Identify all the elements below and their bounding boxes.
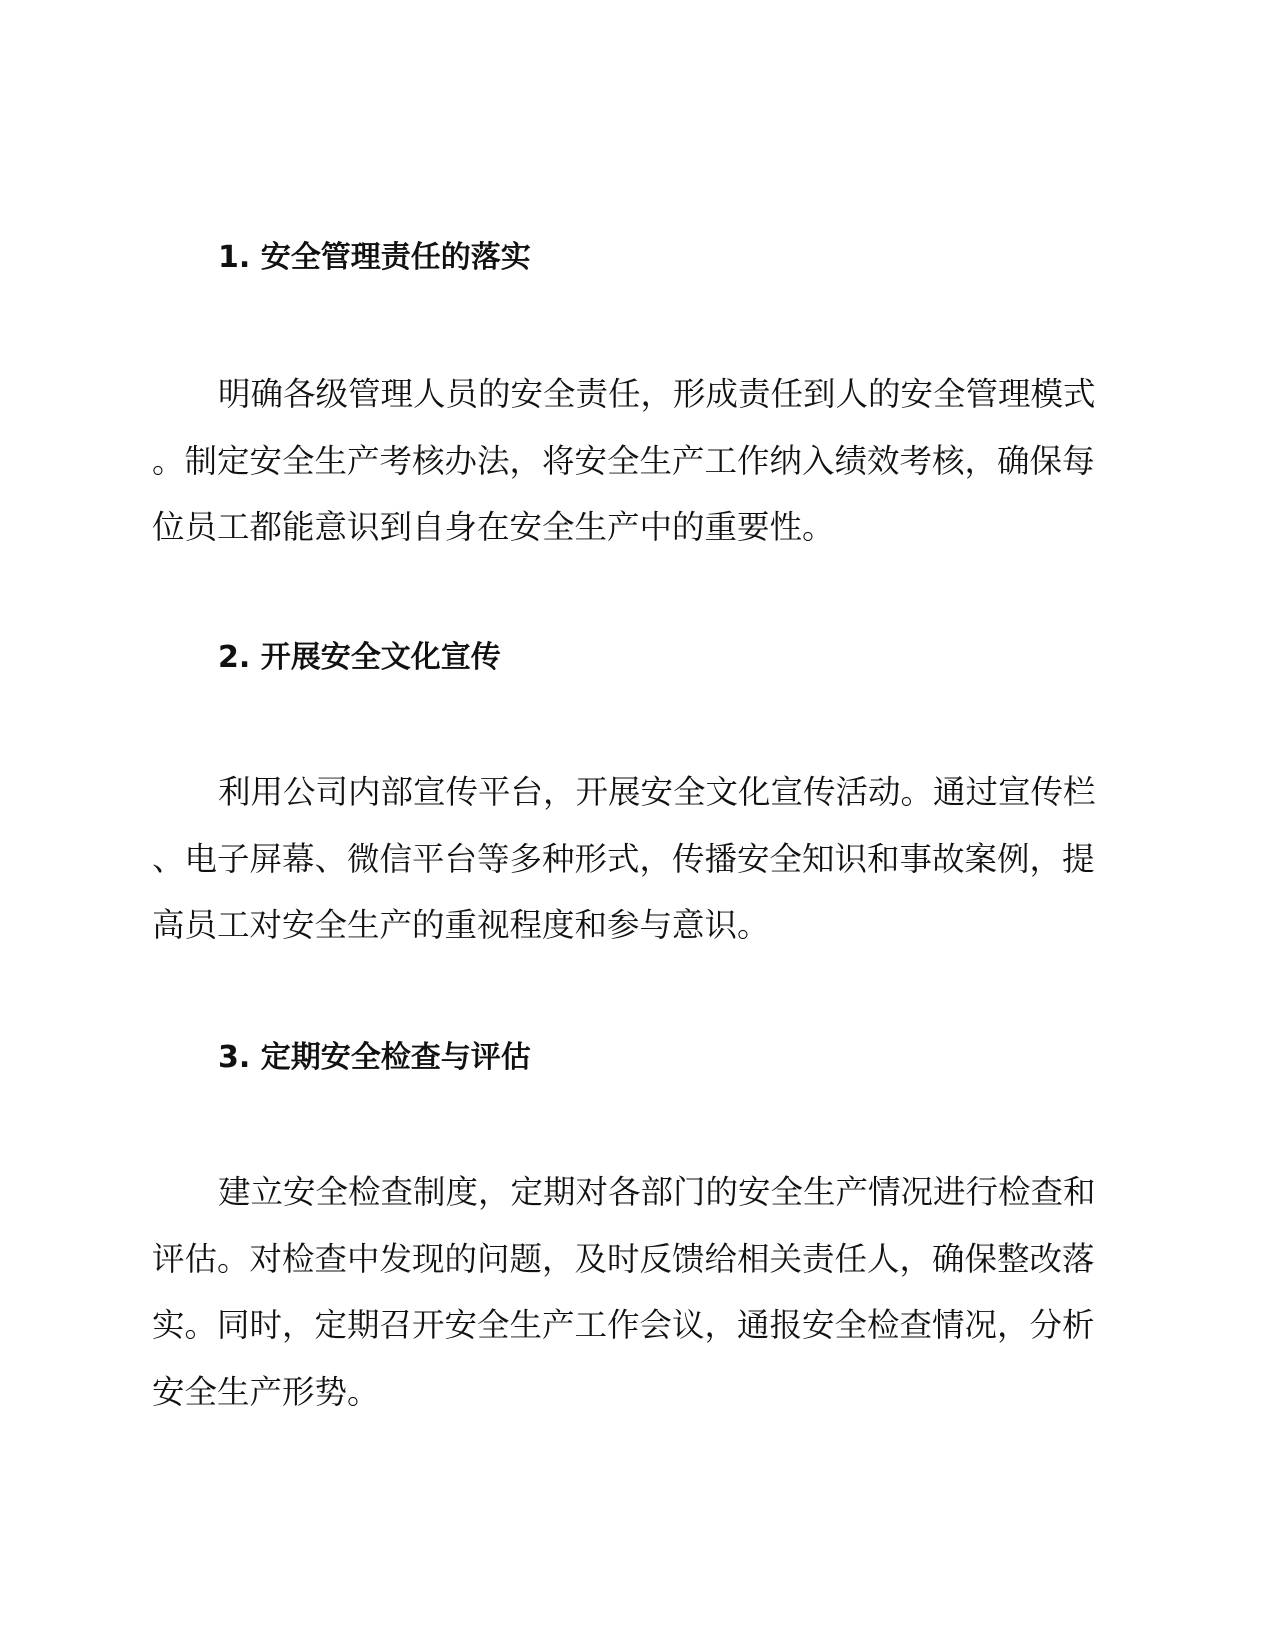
paragraph-line: 评估。对检查中发现的问题，及时反馈给相关责任人，确保整改落 [152,1239,1095,1278]
paragraph-line: 明确各级管理人员的安全责任，形成责任到人的安全管理模式 [218,375,1096,413]
paragraph-line: 位员工都能意识到自身在安全生产中的重要性。 [152,508,835,546]
paragraph-line: 、电子屏幕、微信平台等多种形式，传播安全知识和事故案例，提 [152,839,1095,878]
section-heading-3: 3. 定期安全检查与评估 [218,1040,531,1075]
section-heading-1: 1. 安全管理责任的落实 [218,240,531,275]
paragraph-line: 高员工对安全生产的重视程度和参与意识。 [152,906,770,944]
section-paragraph-3 [152,1159,1112,1425]
paragraph-line: 实。同时，定期召开安全生产工作会议，通报安全检查情况，分析 [152,1306,1095,1344]
section-paragraph-2 [152,759,1112,959]
paragraph-line: 。制定安全生产考核办法，将安全生产工作纳入绩效考核，确保每 [152,441,1095,480]
paragraph-line: 利用公司内部宣传平台，开展安全文化宣传活动。通过宣传栏 [218,773,1096,811]
paragraph-line: 建立安全检查制度，定期对各部门的安全生产情况进行检查和 [218,1173,1096,1211]
paragraph-line: 安全生产形势。 [152,1372,380,1411]
section-paragraph-1 [152,361,1112,561]
section-heading-2: 2. 开展安全文化宣传 [218,640,501,675]
